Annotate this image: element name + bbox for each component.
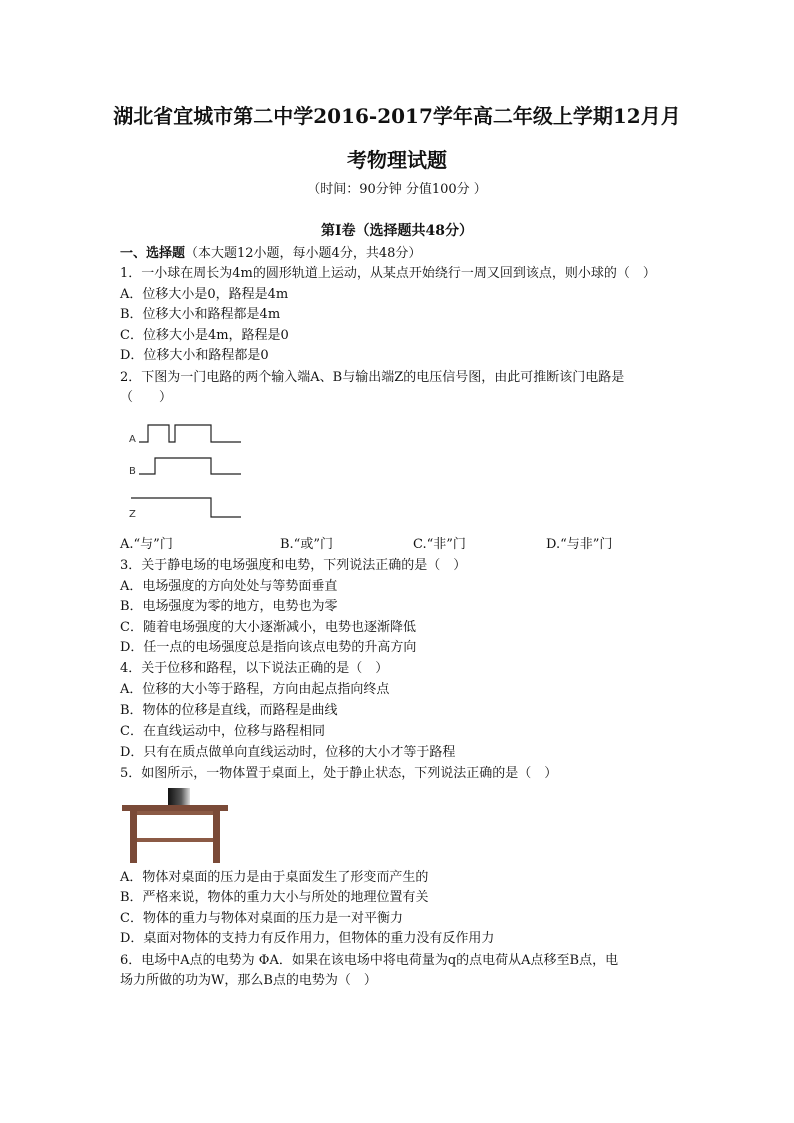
q3-option-d: D．任一点的电场强度总是指向该点电势的升高方向 (120, 640, 417, 655)
q5-option-b: B．严格来说，物体的重力大小与所处的地理位置有关 (120, 890, 429, 905)
table-with-object-figure (122, 786, 228, 864)
q2-option-d: D.“与非”门 (546, 537, 613, 552)
part-label: 一、选择题 (120, 246, 186, 261)
exam-info: （时间：90分钟 分值100分 ） (307, 182, 487, 197)
table-crossbar (137, 838, 213, 842)
q3-option-c: C．随着电场强度的大小逐渐减小，电势也逐渐降低 (120, 620, 416, 635)
object-block (168, 788, 190, 805)
q3-option-b: B．电场强度为零的地方，电势也为零 (120, 599, 338, 614)
table-leg-left (130, 811, 137, 863)
q2-option-b: B.“或”门 (280, 537, 333, 552)
q4-option-d: D．只有在质点做单向直线运动时，位移的大小才等于路程 (120, 745, 456, 760)
q2-stem-bracket: （ ） (120, 390, 173, 405)
logic-gate-signal-figure (125, 420, 250, 524)
q5-option-a: A．物体对桌面的压力是由于桌面发生了形变而产生的 (120, 870, 429, 885)
document-title-line2: 考物理试题 (347, 148, 447, 172)
q6-stem-cont: 场力所做的功为W，那么B点的电势为（ ） (120, 973, 377, 988)
q6-stem: 6．电场中A点的电势为 ΦA．如果在该电场中将电荷量为q的点电荷从A点移至B点，电 (120, 953, 619, 968)
q5-option-d: D．桌面对物体的支持力有反作用力，但物体的重力没有反作用力 (120, 931, 495, 946)
part-heading (120, 244, 421, 264)
q3-stem: 3．关于静电场的电场强度和电势，下列说法正确的是（ ） (120, 558, 467, 573)
q2-option-a: A.“与”门 (120, 537, 173, 552)
signal-label-z: Z (129, 509, 136, 520)
signal-a-waveform (139, 425, 241, 442)
q1-option-d: D．位移大小和路程都是0 (120, 348, 269, 363)
signal-z-waveform (131, 498, 241, 517)
table-top (122, 805, 228, 811)
table-leg-right (213, 811, 220, 863)
q2-option-c: C.“非”门 (413, 537, 466, 552)
q5-option-c: C．物体的重力与物体对桌面的压力是一对平衡力 (120, 911, 403, 926)
q4-option-a: A．位移的大小等于路程，方向由起点指向终点 (120, 682, 390, 697)
q4-option-b: B．物体的位移是直线，而路程是曲线 (120, 703, 338, 718)
signal-b-waveform (139, 458, 241, 474)
q2-stem: 2．下图为一门电路的两个输入端A、B与输出端Z的电压信号图，由此可推断该门电路是 (120, 370, 625, 385)
q4-stem: 4．关于位移和路程，以下说法正确的是（ ） (120, 661, 389, 676)
q1-option-c: C．位移大小是4m，路程是0 (120, 328, 289, 343)
table-apron (130, 811, 220, 815)
q5-stem: 5．如图所示，一物体置于桌面上，处于静止状态，下列说法正确的是（ ） (120, 766, 558, 781)
document-title-line1: 湖北省宜城市第二中学2016-2017学年高二年级上学期12月月 (113, 104, 681, 128)
q1-option-b: B．位移大小和路程都是4m (120, 307, 281, 322)
q1-stem: 1．一小球在周长为4m的圆形轨道上运动，从某点开始绕行一周又回到该点，则小球的（ ） (120, 266, 656, 281)
q3-option-a: A．电场强度的方向处处与等势面垂直 (120, 579, 338, 594)
q1-option-a: A．位移大小是0，路程是4m (120, 287, 289, 302)
q4-option-c: C．在直线运动中，位移与路程相同 (120, 724, 325, 739)
section-heading: 第Ⅰ卷（选择题共48分） (320, 223, 474, 239)
signal-label-a: A (129, 434, 136, 445)
signal-label-b: B (129, 466, 136, 477)
part-note: （本大题12小题，每小题4分，共48分） (185, 246, 422, 261)
